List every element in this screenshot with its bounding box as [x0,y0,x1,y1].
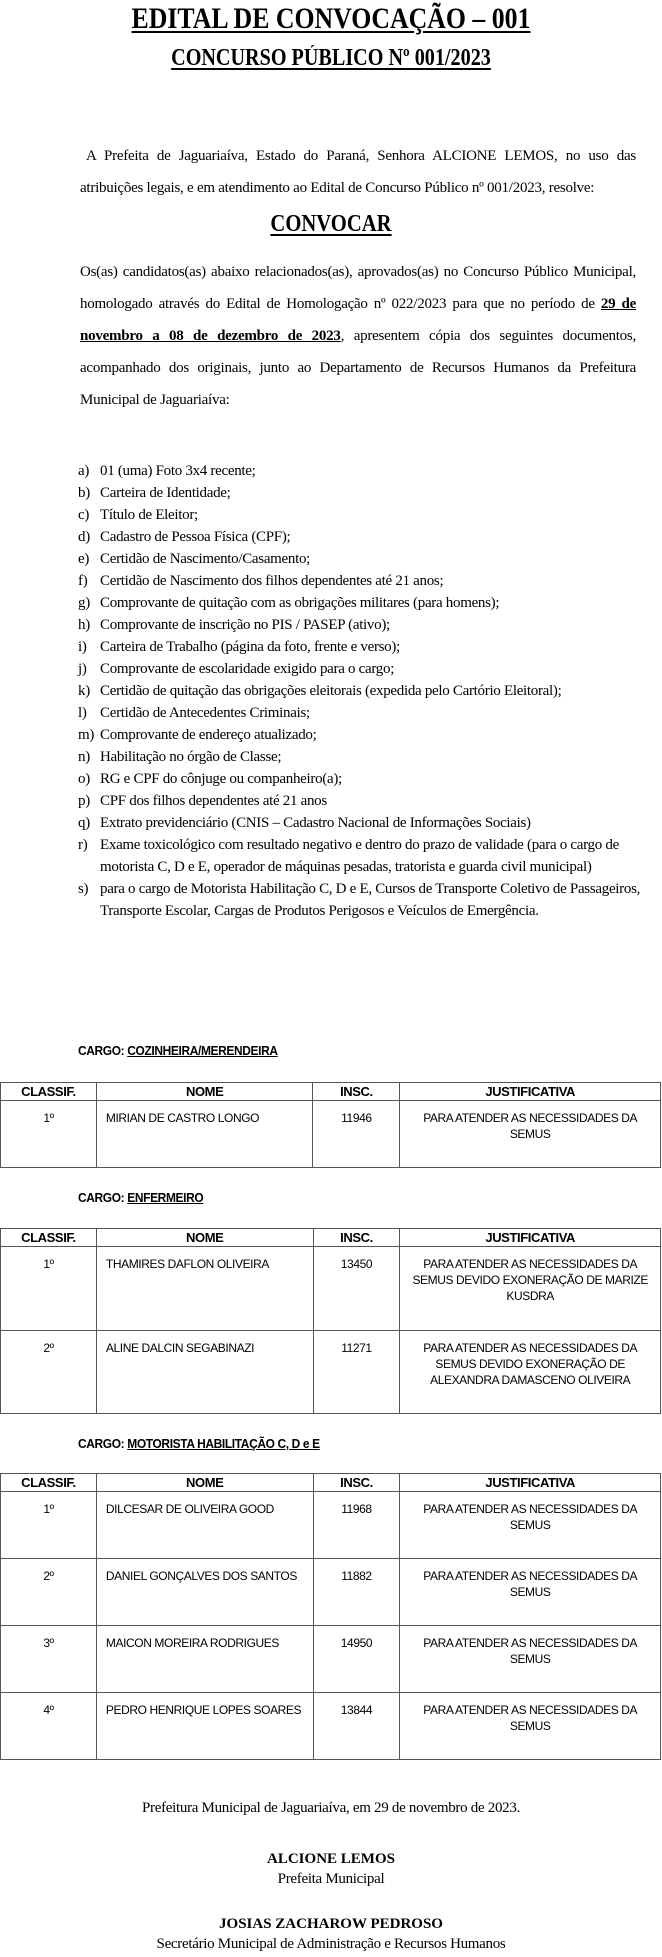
item-letter: r) [78,837,88,853]
document-item [78,724,648,746]
cargo-name: MOTORISTA HABILITAÇÃO C, D e E [127,1436,320,1451]
body-text-before: Os(as) candidatos(as) abaixo relacionados(as), aprovados(as) no Concurso Público Municipal, homologado através do Edital de Homologação nº 022/2023 para que no período de [80,264,636,312]
cargo-prefix: CARGO: [78,1043,128,1058]
item-letter: p) [78,793,90,809]
cell-insc: 11271 [313,1331,400,1414]
cell-insc: 13844 [313,1693,400,1760]
document-item [78,548,648,570]
item-letter: s) [78,881,89,897]
cargo-label [78,1436,320,1451]
item-letter: g) [78,595,90,611]
cell-nome: DANIEL GONÇALVES DOS SANTOS [96,1559,313,1626]
item-text: 01 (uma) Foto 3x4 recente; [100,463,256,479]
item-text: CPF dos filhos dependentes até 21 anos [100,793,327,809]
cargo-name: ENFERMEIRO [127,1190,204,1205]
header-insc: INSC. [313,1474,400,1492]
header-insc: INSC. [313,1083,400,1101]
table-row [1,1492,661,1559]
cargo-name: COZINHEIRA/MERENDEIRA [127,1043,278,1058]
item-text: Cadastro de Pessoa Física (CPF); [100,529,291,545]
item-text: Comprovante de inscrição no PIS / PASEP (ativo); [100,617,390,633]
cell-classif: 1º [1,1247,97,1331]
signatory-role: Secretário Municipal de Administração e Recursos Humanos [156,1936,506,1952]
item-text: Comprovante de quitação com as obrigações militares (para homens); [100,595,500,611]
cell-insc: 14950 [313,1626,400,1693]
cargo-label [78,1190,203,1205]
item-letter: j) [78,661,87,677]
place-date-line: Prefeitura Municipal de Jaguariaíva, em 29 de novembro de 2023. [141,1800,521,1816]
item-letter: n) [78,749,90,765]
signatory-name: ALCIONE LEMOS [267,1851,395,1867]
cell-nome: DILCESAR DE OLIVEIRA GOOD [96,1492,313,1559]
item-text: RG e CPF do cônjuge ou companheiro(a); [100,771,342,787]
action-heading: CONVOCAR [270,211,392,237]
document-subtitle: CONCURSO PÚBLICO Nº 001/2023 [171,45,491,71]
candidates-table-enfermeiro [0,1228,661,1414]
item-letter: o) [78,771,90,787]
document-item [78,834,648,878]
item-text: Título de Eleitor; [100,507,198,523]
item-letter: b) [78,485,90,501]
item-letter: c) [78,507,90,523]
cell-justificativa: PARA ATENDER AS NECESSIDADES DA SEMUS [400,1693,661,1760]
documents-list [78,460,648,922]
document-item [78,812,648,834]
intro-paragraph: A Prefeita de Jaguariaíva, Estado do Paraná, Senhora ALCIONE LEMOS, no uso das atribuições legais, e em atendimento ao Edital de Concurso Público nº 001/2023, resolve: [80,148,636,196]
cell-classif: 4º [1,1693,97,1760]
table-row [1,1101,661,1168]
document-item [78,680,648,702]
cell-insc: 11968 [313,1492,400,1559]
cell-classif: 3º [1,1626,97,1693]
item-text: Certidão de Nascimento/Casamento; [100,551,311,567]
table-row [1,1559,661,1626]
signatory-role: Prefeita Municipal [277,1871,385,1887]
item-letter: d) [78,529,90,545]
table-row [1,1247,661,1331]
header-justificativa: JUSTIFICATIVA [400,1083,661,1101]
item-letter: h) [78,617,90,633]
document-item [78,460,648,482]
document-item [78,658,648,680]
item-letter: m) [78,727,95,743]
item-text: Carteira de Identidade; [100,485,231,501]
cell-justificativa: PARA ATENDER AS NECESSIDADES DA SEMUS [400,1492,661,1559]
cell-classif: 2º [1,1331,97,1414]
candidates-table-motorista [0,1473,661,1760]
cargo-label [78,1043,278,1058]
header-nome: NOME [96,1229,313,1247]
header-insc: INSC. [313,1229,400,1247]
document-item [78,504,648,526]
item-text: Extrato previdenciário (CNIS – Cadastro Nacional de Informações Sociais) [100,815,531,831]
document-item [78,636,648,658]
item-text: Carteira de Trabalho (página da foto, frente e verso); [100,639,400,655]
cell-nome: MIRIAN DE CASTRO LONGO [96,1101,313,1168]
document-title: EDITAL DE CONVOCAÇÃO – 001 [131,2,531,35]
document-item [78,768,648,790]
cell-classif: 1º [1,1492,97,1559]
period-highlight: 29 de novembro a 08 de dezembro de 2023 [80,296,636,344]
item-text: Certidão de Nascimento dos filhos dependentes até 21 anos; [100,573,444,589]
body-paragraph [80,256,636,416]
signature-block [0,1849,662,1889]
cell-nome: MAICON MOREIRA RODRIGUES [96,1626,313,1693]
table-header-row [1,1083,661,1101]
item-text: Certidão de quitação das obrigações eleitorais (expedida pelo Cartório Eleitoral); [100,683,562,699]
header-classif: CLASSIF. [1,1083,97,1101]
cell-classif: 1º [1,1101,97,1168]
cell-justificativa: PARA ATENDER AS NECESSIDADES DA SEMUS [400,1626,661,1693]
header-classif: CLASSIF. [1,1474,97,1492]
document-item [78,746,648,768]
header-nome: NOME [96,1083,313,1101]
document-item [78,526,648,548]
cell-justificativa: PARA ATENDER AS NECESSIDADES DA SEMUS [400,1101,661,1168]
signature-block [0,1914,662,1954]
header-justificativa: JUSTIFICATIVA [400,1474,661,1492]
document-item [78,570,648,592]
item-text: Comprovante de endereço atualizado; [100,727,317,743]
document-item [78,482,648,504]
table-header-row [1,1474,661,1492]
cell-nome: PEDRO HENRIQUE LOPES SOARES [96,1693,313,1760]
item-letter: i) [78,639,87,655]
item-letter: q) [78,815,90,831]
header-classif: CLASSIF. [1,1229,97,1247]
cargo-prefix: CARGO: [78,1436,128,1451]
cell-classif: 2º [1,1559,97,1626]
item-text: Habilitação no órgão de Classe; [100,749,282,765]
cell-insc: 13450 [313,1247,400,1331]
table-row [1,1331,661,1414]
item-text: Exame toxicológico com resultado negativo e dentro do prazo de validade (para o cargo de motorista C, D e E, operador de máquinas pesadas, tratorista e guarda civil municipal) [100,837,619,875]
item-letter: f) [78,573,88,589]
document-item [78,878,648,922]
cell-nome: THAMIRES DAFLON OLIVEIRA [96,1247,313,1331]
cell-insc: 11882 [313,1559,400,1626]
item-text: Comprovante de escolaridade exigido para o cargo; [100,661,395,677]
header-justificativa: JUSTIFICATIVA [400,1229,661,1247]
item-text: para o cargo de Motorista Habilitação C, D e E, Cursos de Transporte Coletivo de Passageiros, Transporte Escolar, Cargas de Produtos Perigosos e Veículos de Emergência. [100,881,641,919]
document-item [78,592,648,614]
signatory-name: JOSIAS ZACHAROW PEDROSO [219,1916,443,1932]
item-text: Certidão de Antecedentes Criminais; [100,705,310,721]
cell-justificativa: PARA ATENDER AS NECESSIDADES DA SEMUS DEVIDO EXONERAÇÃO DE MARIZE KUSDRA [400,1247,661,1331]
item-letter: l) [78,705,87,721]
table-row [1,1626,661,1693]
cell-nome: ALINE DALCIN SEGABINAZI [96,1331,313,1414]
document-item [78,614,648,636]
table-row [1,1693,661,1760]
cell-justificativa: PARA ATENDER AS NECESSIDADES DA SEMUS [400,1559,661,1626]
cell-insc: 11946 [313,1101,400,1168]
table-header-row [1,1229,661,1247]
header-nome: NOME [96,1474,313,1492]
document-item [78,790,648,812]
body-text-after: , apresentem cópia dos seguintes documentos, acompanhado dos originais, junto ao Departamento de Recursos Humanos da Prefeitura Municipal de Jaguariaíva: [80,328,637,408]
item-letter: e) [78,551,90,567]
item-letter: k) [78,683,90,699]
cargo-prefix: CARGO: [78,1190,128,1205]
item-letter: a) [78,463,90,479]
cell-justificativa: PARA ATENDER AS NECESSIDADES DA SEMUS DEVIDO EXONERAÇÃO DE ALEXANDRA DAMASCENO OLIVEIRA [400,1331,661,1414]
candidates-table-cozinheira [0,1082,661,1168]
document-item [78,702,648,724]
